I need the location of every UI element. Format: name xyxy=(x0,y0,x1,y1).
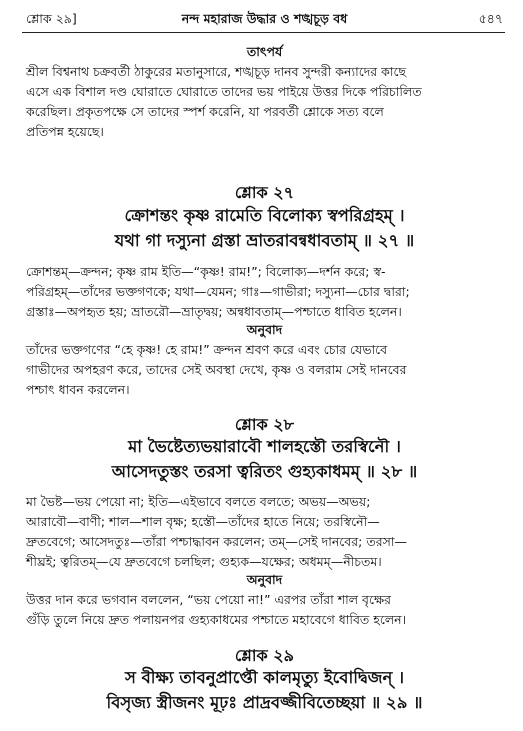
header-verse-ref: শ্লোক ২৯] xyxy=(26,11,77,26)
verse-28-synonyms xyxy=(26,492,503,572)
verse-29-line-2: বিসৃজ্য স্ত্রীজনং মূঢ়ঃ প্রাদ্রবজ্জীবিতেচ্ছয়া ॥ ২৯ ॥ xyxy=(106,693,423,712)
synonym-line: ক্রোশন্তম্—ক্রন্দন; কৃষ্ণ রাম ইতি—“কৃষ্ণ! রাম!”; বিলোক্য—দর্শন করে; স্ব- xyxy=(26,264,386,279)
synonym-line: গ্রস্তাঃ—অপহৃত হয়; ভ্রাতরৌ—ভ্রাতৃদ্বয়; অন্বধাবতাম্—পশ্চাতে ধাবিত হলেন। xyxy=(26,304,402,319)
translation-line: গুঁড়ি তুলে নিয়ে দ্রুত পলায়নপর গুহ্যকাধমের পশ্চাতে মহাবেগে ধাবিত হলেন। xyxy=(26,612,407,627)
purport-line: প্রতিপন্ন হয়েছে। xyxy=(26,124,104,139)
purport-line: এসে এক বিশাল দণ্ড ঘোরাতে ঘোরাতে তাদের ভয় পাইয়ে উত্তর দিকে পরিচালিত xyxy=(26,84,422,99)
verse-28-translation-heading: অনুবাদ xyxy=(246,572,283,587)
running-header xyxy=(26,9,503,31)
header-chapter-title: নন্দ মহারাজ উদ্ধার ও শঙ্খচূড় বধ xyxy=(181,11,348,26)
page-number: ৫৪৭ xyxy=(478,11,503,26)
purport-text xyxy=(26,62,503,142)
translation-line: পশ্চাৎ ধাবন করলেন। xyxy=(26,382,130,397)
verse-28-line-1: মা ভৈষ্টেত্যভয়ারাবৌ শালহস্তৌ তরস্বিনৌ । xyxy=(128,437,401,456)
purport-line: করেছিল। প্রকৃতপক্ষে সে তাদের স্পর্শ করেনি, যা পরবর্তী শ্লোকে সত্য বলে xyxy=(26,104,384,119)
purport-heading: তাৎপর্য xyxy=(246,44,283,59)
purport-line: শ্রীল বিশ্বনাথ চক্রবর্তী ঠাকুরের মতানুসারে, শঙ্খচূড় দানব সুন্দরী কন্যাদের কাছে xyxy=(26,64,407,79)
translation-line: উত্তর দান করে ভগবান বললেন, “ভয় পেয়ো না!” এরপর তাঁরা শাল বৃক্ষের xyxy=(26,592,392,607)
translation-line: গাভীদের অপহরণ করে, তাদের সেই অবস্থা দেখে, কৃষ্ণ ও বলরাম সেই দানবের xyxy=(26,362,407,377)
synonym-line: আরাবৌ—বাণী; শাল—শাল বৃক্ষ; হস্তৌ—তাঁদের হাতে নিয়ে; তরস্বিনৌ— xyxy=(26,514,380,529)
verse-27-translation xyxy=(26,340,503,400)
verse-28-number: শ্লোক ২৮ xyxy=(234,415,295,434)
verse-27-number: শ্লোক ২৭ xyxy=(234,183,295,202)
synonym-line: মা ভৈষ্ট—ভয় পেয়ো না; ইতি—এইভাবে বলতে বলতে; অভয়—অভয়; xyxy=(26,494,371,509)
verse-27-line-1: ক্রোশন্তং কৃষ্ণ রামেতি বিলোক্য স্বপরিগ্রহম্ । xyxy=(124,206,405,225)
verse-29-number: শ্লোক ২৯ xyxy=(234,646,295,665)
verse-27-translation-heading: অনুবাদ xyxy=(246,322,283,337)
translation-line: তাঁদের ভক্তগণের “হে কৃষ্ণ! হে রাম!” ক্রন্দন শ্রবণ করে এবং চোর যেভাবে xyxy=(26,342,388,357)
verse-29-line-1: স বীক্ষ্য তাবনুপ্রাপ্তৌ কালমৃত্যু ইবোদ্বিজন্ । xyxy=(124,668,405,687)
header-rule xyxy=(22,32,505,33)
verse-27-line-2: যথা গা দস্যুনা গ্রস্তা ভ্রাতরাবন্বধাবতাম্ ॥ ২৭ ॥ xyxy=(114,231,415,250)
verse-27-synonyms xyxy=(26,262,503,322)
synonym-line: শীঘ্রই; ত্বরিতম্—যে দ্রুতবেগে চলছিল; গুহ্যক—যক্ষের; অধমম্—নীচতম। xyxy=(26,554,382,569)
synonym-line: দ্রুতবেগে; আসেদতুঃ—তাঁরা পশ্চাদ্ধাবন করলেন; তম্—সেই দানবের; তরসা— xyxy=(26,534,407,549)
verse-28-translation xyxy=(26,590,503,630)
verse-28-line-2: আসেদতুস্তং তরসা ত্বরিতং গুহ্যকাধমম্ ॥ ২৮ ॥ xyxy=(111,462,418,481)
synonym-line: পরিগ্রহম্—তাঁদের ভক্তগণকে; যথা—যেমন; গাঃ—গাভীরা; দস্যুনা—চোর দ্বারা; xyxy=(26,284,410,299)
